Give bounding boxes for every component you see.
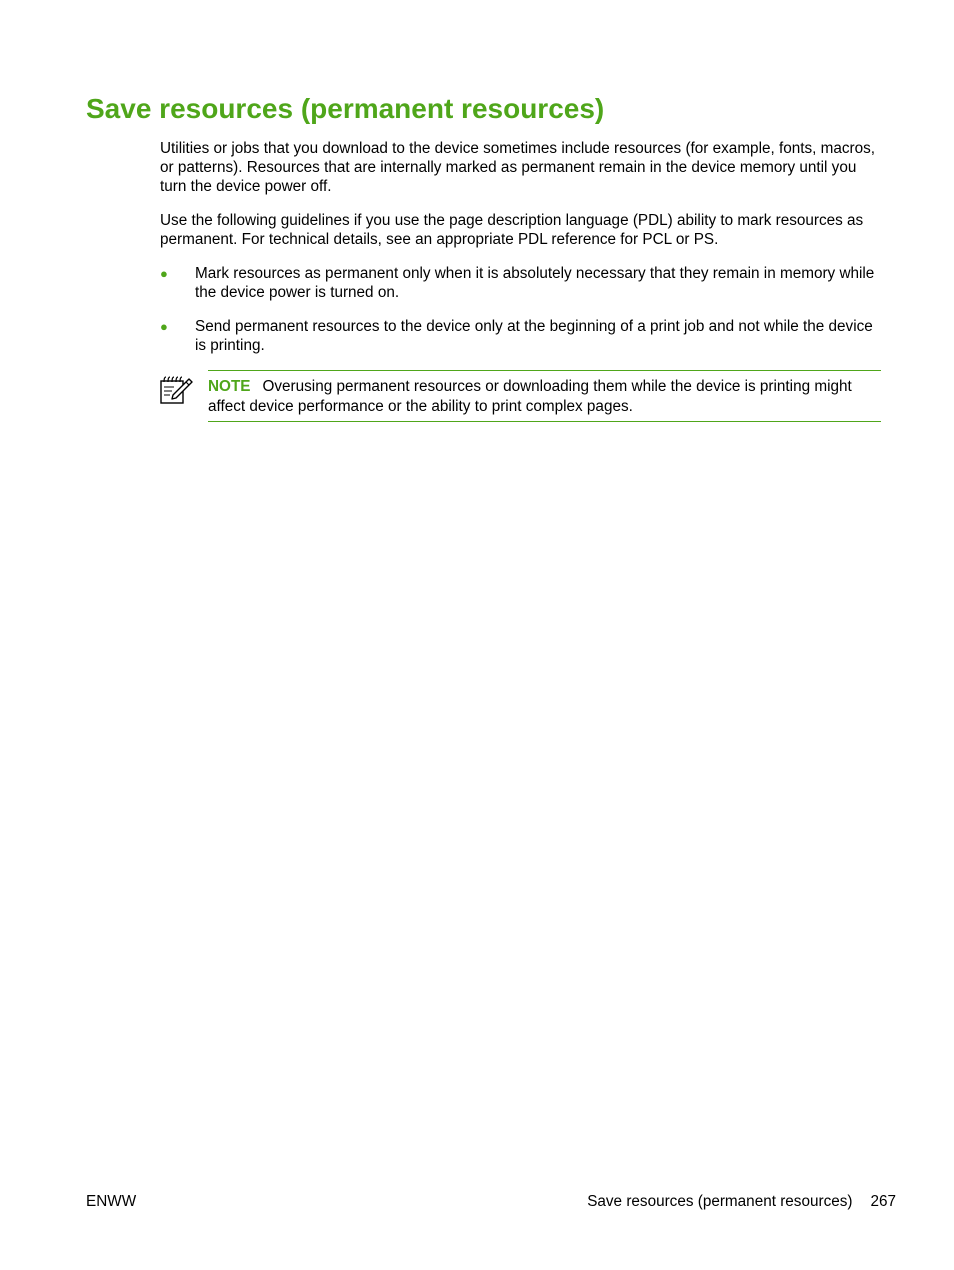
bullet-icon: ●	[160, 266, 168, 281]
bullet-text: Mark resources as permanent only when it is absolutely necessary that they remain in memory while the device power is turned on.	[195, 265, 875, 301]
intro-paragraph: Utilities or jobs that you download to the device sometimes include resources (for example, fonts, macros, or patterns). Resources that are internally marked as permanent remain in the device memory until you turn the device power off.	[160, 140, 876, 195]
page-number: 267	[870, 1193, 896, 1210]
footer-section-title: Save resources (permanent resources)	[587, 1193, 853, 1210]
page-title: Save resources (permanent resources)	[86, 93, 605, 124]
note-box	[208, 370, 881, 422]
note-text-block	[208, 377, 878, 417]
footer-right	[587, 1192, 896, 1211]
bullet-list	[160, 317, 882, 355]
bullet-text: Send permanent resources to the device only at the beginning of a print job and not while the device is printing.	[195, 318, 873, 354]
bullet-icon: ●	[160, 319, 168, 334]
bullet-list	[160, 264, 882, 302]
note-body: Overusing permanent resources or downloading them while the device is printing might affect device performance or the ability to print complex pages.	[208, 378, 852, 415]
list-item	[160, 264, 882, 302]
guidelines-paragraph: Use the following guidelines if you use the page description language (PDL) ability to mark resources as permanent. For technical details, see an appropriate PDL reference for PCL or PS.	[160, 212, 864, 248]
note-pad-pencil-icon	[159, 373, 193, 407]
note-label: NOTE	[208, 378, 251, 395]
list-item	[160, 317, 882, 355]
footer-left-label: ENWW	[86, 1193, 137, 1210]
